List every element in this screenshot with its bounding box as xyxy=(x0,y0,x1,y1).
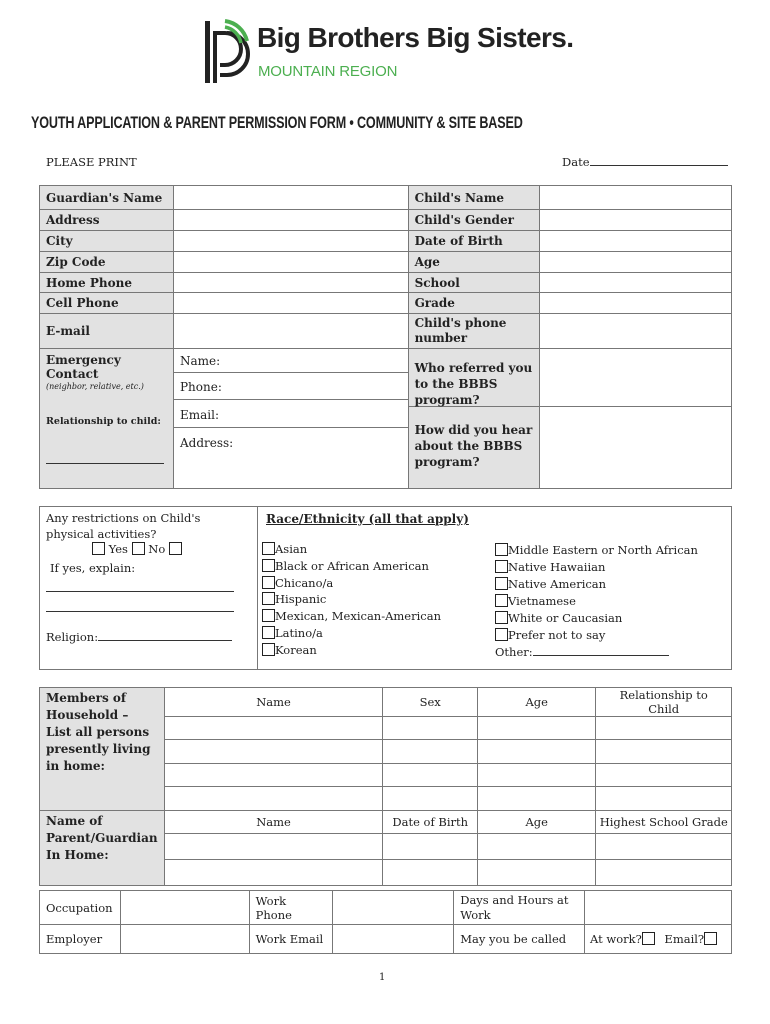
ec-address-field[interactable] xyxy=(174,428,408,486)
race-checkbox[interactable] xyxy=(262,542,275,555)
religion-field[interactable] xyxy=(46,630,232,644)
guardian-name-label: Guardian's Name xyxy=(40,186,174,210)
race-option[interactable] xyxy=(495,627,698,644)
race-checkbox[interactable] xyxy=(495,577,508,590)
email-label: E-mail xyxy=(40,314,174,349)
parent-header: Highest School Grade xyxy=(596,811,732,834)
may-call-label: May you be called xyxy=(454,925,585,954)
city-label: City xyxy=(40,231,174,252)
race-option[interactable] xyxy=(495,542,698,559)
form-title: YOUTH APPLICATION & PARENT PERMISSION FORM • COMMUNITY & SITE BASED xyxy=(31,113,523,132)
page-number: 1 xyxy=(379,972,386,983)
at-work-checkbox[interactable] xyxy=(642,932,655,945)
date-line xyxy=(590,156,728,166)
household-header: Name xyxy=(164,688,383,717)
race-option[interactable] xyxy=(262,575,441,592)
race-option-label: White or Caucasian xyxy=(508,611,623,625)
referred-field[interactable] xyxy=(540,349,731,407)
guardian-name-field[interactable] xyxy=(173,186,408,210)
dob-label: Date of Birth xyxy=(408,231,540,252)
restrictions-question: Any restrictions on Child's physical activities? xyxy=(46,511,201,541)
ec-phone-label: Phone: xyxy=(179,380,222,394)
race-option[interactable] xyxy=(495,559,698,576)
info-table xyxy=(39,185,732,489)
explain-line-1[interactable] xyxy=(46,591,234,592)
race-option-label: Middle Eastern or North African xyxy=(508,543,698,557)
parent-cell[interactable] xyxy=(383,834,477,860)
race-col-1 xyxy=(262,541,441,659)
occupation-field[interactable] xyxy=(120,891,249,925)
race-option-label: Vietnamese xyxy=(508,594,576,608)
ec-name-label: Name: xyxy=(179,354,221,368)
child-name-field[interactable] xyxy=(540,186,732,210)
zip-label: Zip Code xyxy=(40,252,174,273)
race-checkbox[interactable] xyxy=(262,559,275,572)
child-phone-field[interactable] xyxy=(540,314,732,349)
household-cell[interactable] xyxy=(383,787,477,811)
parent-cell[interactable] xyxy=(477,834,596,860)
brand-name: Big Brothers Big Sisters. xyxy=(257,22,574,53)
school-label: School xyxy=(408,273,540,293)
parent-header: Name xyxy=(164,811,383,834)
household-header: Age xyxy=(477,688,596,717)
work-phone-field[interactable] xyxy=(332,891,454,925)
no-label: No xyxy=(148,542,166,556)
race-checkbox[interactable] xyxy=(262,592,275,605)
parent-cell[interactable] xyxy=(383,860,477,886)
work-email-field[interactable] xyxy=(332,925,454,954)
call-options xyxy=(584,925,731,954)
race-checkbox[interactable] xyxy=(262,609,275,622)
emergency-note: (neighbor, relative, etc.) xyxy=(46,382,144,391)
home-phone-field[interactable] xyxy=(173,273,408,293)
brand-region: MOUNTAIN REGION xyxy=(258,63,398,80)
race-option-label: Black or African American xyxy=(275,558,429,573)
at-work-label: At work? xyxy=(589,932,642,946)
race-option-label: Prefer not to say xyxy=(508,628,606,642)
parent-cell[interactable] xyxy=(596,860,732,886)
occupation-label: Occupation xyxy=(40,891,121,925)
race-checkbox[interactable] xyxy=(262,626,275,639)
race-option[interactable] xyxy=(262,642,441,659)
race-option-label: Asian xyxy=(275,542,308,556)
ec-phone-field[interactable] xyxy=(174,373,408,400)
parent-cell[interactable] xyxy=(596,834,732,860)
child-phone-label: Child's phone number xyxy=(408,314,540,349)
explain-line-2[interactable] xyxy=(46,611,234,612)
referred-label: Who referred you to the BBBS program? xyxy=(409,349,540,407)
restrictions-no-checkbox[interactable] xyxy=(169,542,182,555)
household-cell[interactable] xyxy=(477,717,596,740)
email-checkbox[interactable] xyxy=(704,932,717,945)
race-option[interactable] xyxy=(495,593,698,610)
household-cell[interactable] xyxy=(164,787,383,811)
emergency-contact-label: Emergency Contact xyxy=(46,353,121,381)
race-option-label: Mexican, Mexican-American xyxy=(275,609,441,624)
race-checkbox[interactable] xyxy=(495,594,508,607)
relationship-line[interactable] xyxy=(46,463,164,464)
restrictions-yesno xyxy=(92,542,182,556)
date-field[interactable] xyxy=(562,155,728,169)
household-cell[interactable] xyxy=(477,740,596,764)
race-option[interactable] xyxy=(262,558,441,575)
cell-phone-label: Cell Phone xyxy=(40,293,174,314)
household-table xyxy=(39,687,732,886)
emergency-fields xyxy=(173,349,408,489)
days-hours-field[interactable] xyxy=(584,891,731,925)
household-cell[interactable] xyxy=(164,740,383,764)
parent-cell[interactable] xyxy=(477,860,596,886)
race-checkbox[interactable] xyxy=(495,628,508,641)
zip-field[interactable] xyxy=(173,252,408,273)
address-label: Address xyxy=(40,210,174,231)
race-option-label: Native Hawaiian xyxy=(508,560,606,574)
grade-label: Grade xyxy=(408,293,540,314)
restrictions-divider xyxy=(257,506,258,670)
address-field[interactable] xyxy=(173,210,408,231)
home-phone-label: Home Phone xyxy=(40,273,174,293)
ec-name-field[interactable] xyxy=(174,349,408,373)
race-option-label: Latino/a xyxy=(275,625,323,640)
household-cell[interactable] xyxy=(596,764,732,787)
religion-label: Religion: xyxy=(46,630,99,644)
child-gender-field[interactable] xyxy=(540,210,732,231)
race-title: Race/Ethnicity (all that apply) xyxy=(266,512,469,526)
race-checkbox[interactable] xyxy=(495,543,508,556)
explain-label: If yes, explain: xyxy=(50,561,136,575)
date-label: Date xyxy=(562,155,590,169)
restrictions-yes-checkbox[interactable] xyxy=(92,542,105,555)
race-checkbox[interactable] xyxy=(495,560,508,573)
hear-field[interactable] xyxy=(540,407,731,487)
cell-phone-field[interactable] xyxy=(173,293,408,314)
race-option-label: Native American xyxy=(508,577,607,591)
city-field[interactable] xyxy=(173,231,408,252)
dob-field[interactable] xyxy=(540,231,732,252)
household-cell[interactable] xyxy=(596,740,732,764)
household-cell[interactable] xyxy=(383,740,477,764)
ec-address-label: Address: xyxy=(179,436,234,450)
child-name-label: Child's Name xyxy=(408,186,540,210)
employer-field[interactable] xyxy=(120,925,249,954)
parent-header: Date of Birth xyxy=(383,811,477,834)
child-gender-label: Child's Gender xyxy=(408,210,540,231)
hear-label: How did you hear about the BBBS program? xyxy=(414,423,533,469)
race-option-label: Hispanic xyxy=(275,592,327,607)
race-other-label: Other: xyxy=(495,645,533,659)
household-cell[interactable] xyxy=(596,787,732,811)
email-field[interactable] xyxy=(173,314,408,349)
ec-email-field[interactable] xyxy=(174,400,408,428)
yes-label: Yes xyxy=(108,542,128,556)
race-other-field[interactable] xyxy=(495,644,698,661)
household-cell[interactable] xyxy=(164,717,383,740)
work-email-label: Work Email xyxy=(249,925,332,954)
race-checkbox[interactable] xyxy=(495,611,508,624)
age-label: Age xyxy=(408,252,540,273)
referral-fields xyxy=(540,349,732,489)
race-option-label: Chicano/a xyxy=(275,575,334,590)
parent-label: Name of Parent/Guardian In Home: xyxy=(40,811,165,886)
household-cell[interactable] xyxy=(383,764,477,787)
household-header: Relationship to Child xyxy=(596,688,732,717)
employer-label: Employer xyxy=(40,925,121,954)
email-q-label: Email? xyxy=(664,932,705,946)
parent-header: Age xyxy=(477,811,596,834)
race-option[interactable] xyxy=(495,610,698,627)
religion-line xyxy=(98,631,232,641)
race-other-line xyxy=(533,646,669,656)
household-cell[interactable] xyxy=(164,764,383,787)
race-option[interactable] xyxy=(262,591,441,608)
emergency-contact-cell xyxy=(40,349,174,489)
household-cell[interactable] xyxy=(477,787,596,811)
ec-email-label: Email: xyxy=(179,408,219,422)
household-cell[interactable] xyxy=(596,717,732,740)
race-option[interactable] xyxy=(495,576,698,593)
parent-cell[interactable] xyxy=(164,860,383,886)
race-option[interactable] xyxy=(262,541,441,558)
age-field[interactable] xyxy=(540,252,732,273)
work-table xyxy=(39,890,732,954)
race-checkbox[interactable] xyxy=(262,643,275,656)
please-print-label: PLEASE PRINT xyxy=(46,155,137,169)
work-phone-label: Work Phone xyxy=(249,891,332,925)
race-option[interactable] xyxy=(262,625,441,642)
days-hours-label: Days and Hours at Work xyxy=(454,891,585,925)
restrictions-no-checkbox-left[interactable] xyxy=(132,542,145,555)
race-option-label: Korean xyxy=(275,642,317,657)
household-header: Sex xyxy=(383,688,477,717)
relationship-label: Relationship to child: xyxy=(46,416,161,427)
race-checkbox[interactable] xyxy=(262,576,275,589)
bbbs-logo-icon xyxy=(203,19,251,85)
household-cell[interactable] xyxy=(383,717,477,740)
grade-field[interactable] xyxy=(540,293,732,314)
school-field[interactable] xyxy=(540,273,732,293)
race-col-2 xyxy=(495,542,698,661)
household-label: Members of Household – List all persons presently living in home: xyxy=(40,688,165,811)
race-option[interactable] xyxy=(262,608,441,625)
household-cell[interactable] xyxy=(477,764,596,787)
parent-cell[interactable] xyxy=(164,834,383,860)
referral-labels xyxy=(408,349,540,489)
